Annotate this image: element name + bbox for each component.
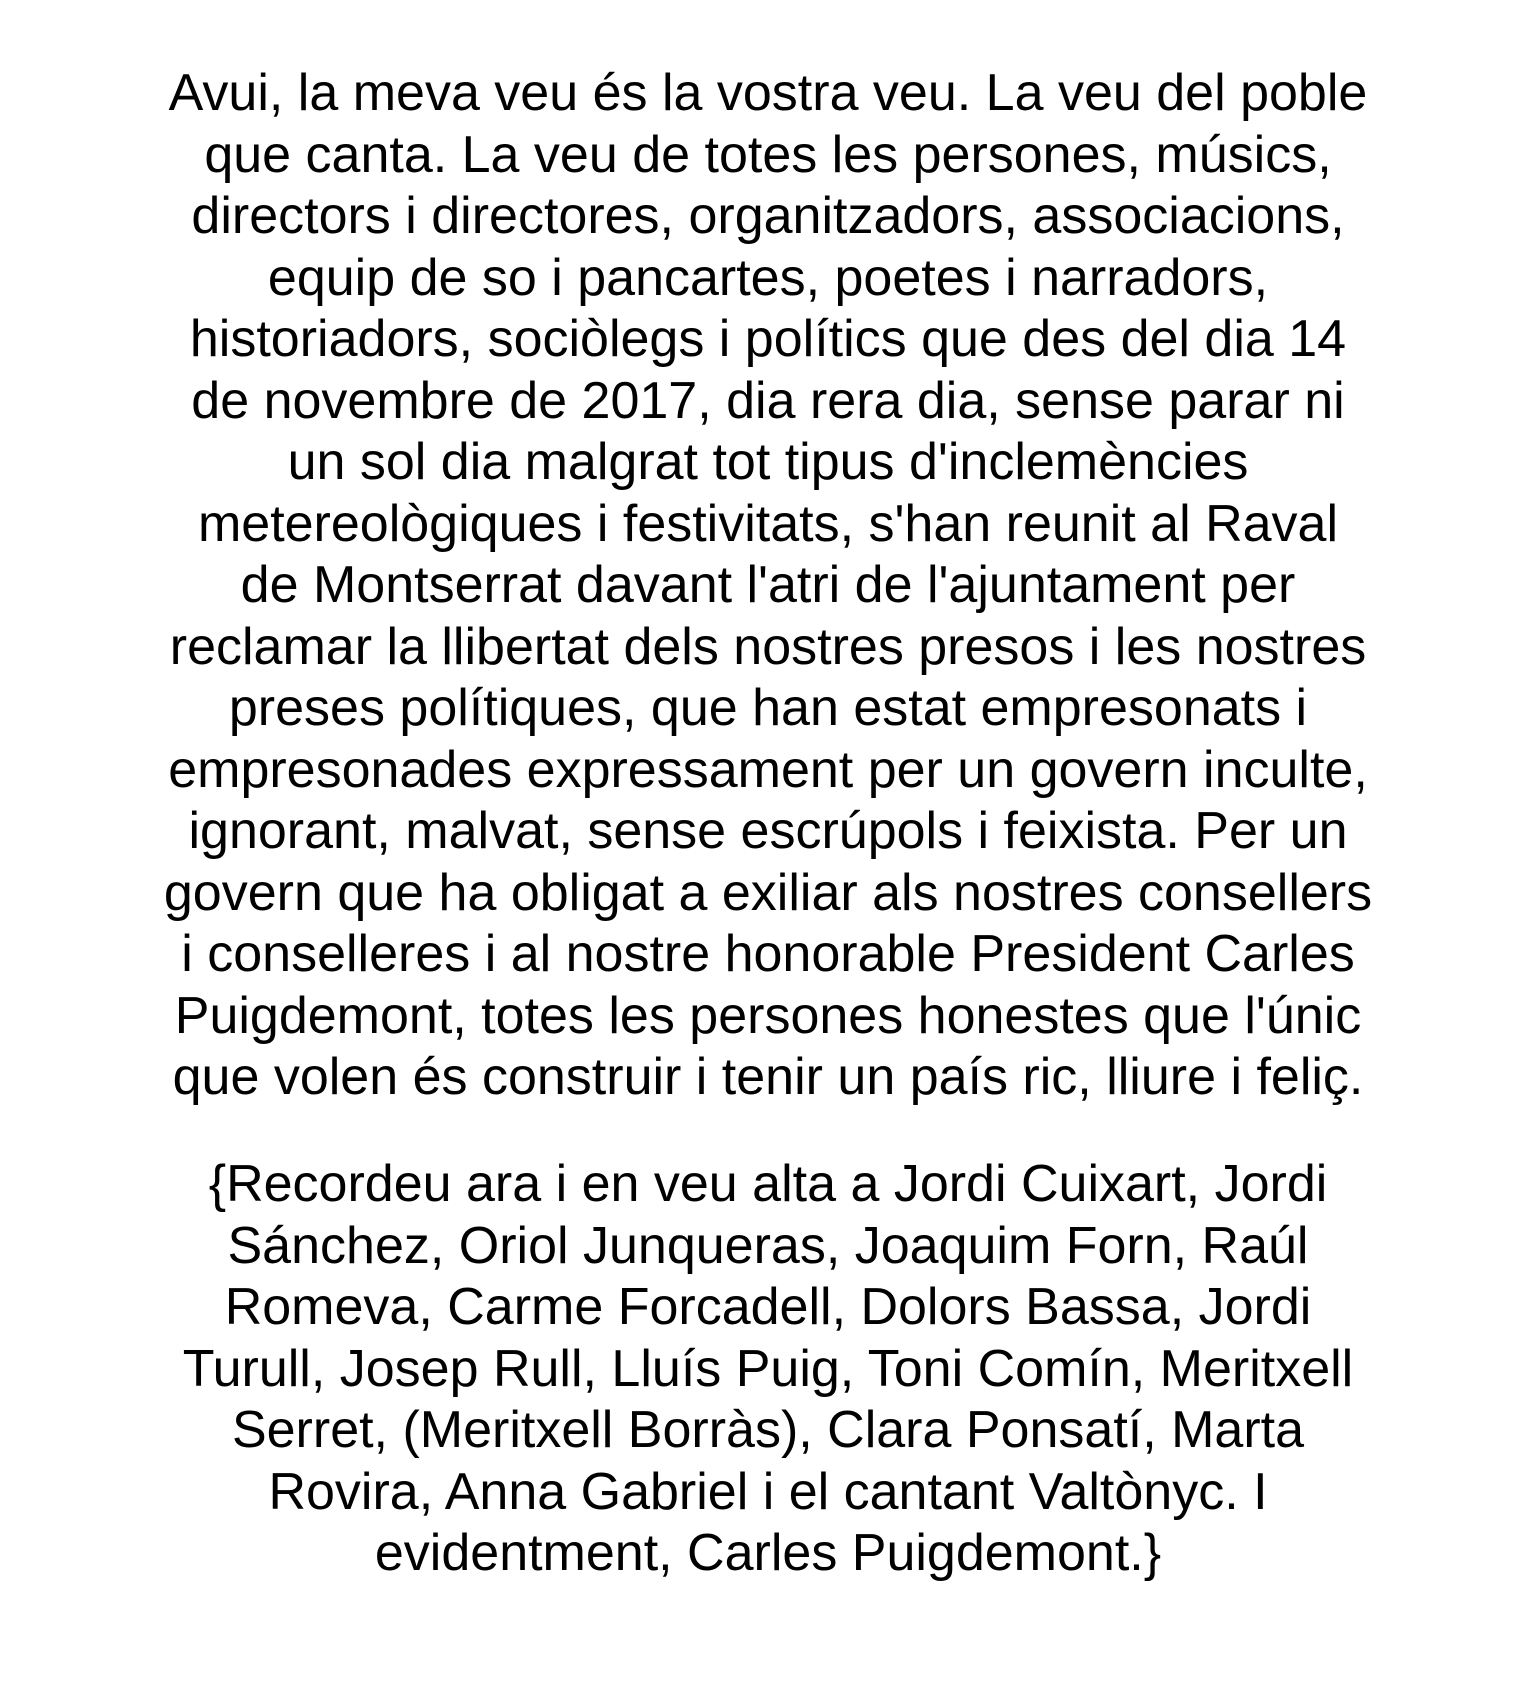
text-line: i conselleres i al nostre honorable President Carles xyxy=(181,925,1355,983)
text-line: Sánchez, Oriol Junqueras, Joaquim Forn, Raúl xyxy=(227,1216,1309,1275)
text-line: preses polítiques, que han estat empresonats i xyxy=(228,679,1308,737)
text-line: de novembre de 2017, dia rera dia, sense parar ni xyxy=(191,371,1345,430)
text-line: un sol dia malgrat tot tipus d'inclemències xyxy=(287,433,1249,491)
text-line: Rovira, Anna Gabriel i el cantant Valtònyc. I xyxy=(268,1462,1268,1521)
text-line: directors i directores, organitzadors, associacions, xyxy=(191,187,1345,245)
text-line: metereològiques i festivitats, s'han reunit al Raval xyxy=(197,494,1339,553)
text-line: que canta. La veu de totes les persones, músics, xyxy=(204,125,1332,184)
text-line: {Recordeu ara i en veu alta a Jordi Cuixart, Jordi xyxy=(208,1155,1328,1213)
text-line: reclamar la llibertat dels nostres presos i les nostres xyxy=(169,617,1367,676)
text-line: Avui, la meva veu és la vostra veu. La veu del poble xyxy=(168,64,1368,122)
paragraph-manifesto xyxy=(60,63,1476,1109)
text-line: Turull, Josep Rull, Lluís Puig, Toni Comín, Meritxell xyxy=(182,1339,1354,1398)
text-line: que volen és construir i tenir un país ric, lliure i feliç. xyxy=(172,1048,1364,1106)
text-line: de Montserrat davant l'atri de l'ajuntament per xyxy=(240,556,1296,614)
text-line: evidentment, Carles Puigdemont.} xyxy=(374,1524,1162,1582)
text-line: equip de so i pancartes, poetes i narradors, xyxy=(267,248,1269,307)
text-line: historiadors, sociòlegs i polítics que des del dia 14 xyxy=(189,310,1347,368)
text-line: Serret, (Meritxell Borràs), Clara Ponsatí, Marta xyxy=(231,1401,1305,1459)
text-line: Romeva, Carme Forcadell, Dolors Bassa, Jordi xyxy=(224,1278,1312,1336)
text-line: empresonades expressament per un govern inculte, xyxy=(168,740,1368,799)
text-line: ignorant, malvat, sense escrúpols i feixista. Per un xyxy=(188,802,1348,860)
text-line: Puigdemont, totes les persones honestes que l'únic xyxy=(174,986,1362,1045)
paragraph-names xyxy=(60,1154,1476,1585)
text-line: govern que ha obligat a exiliar als nostres consellers xyxy=(163,863,1373,922)
